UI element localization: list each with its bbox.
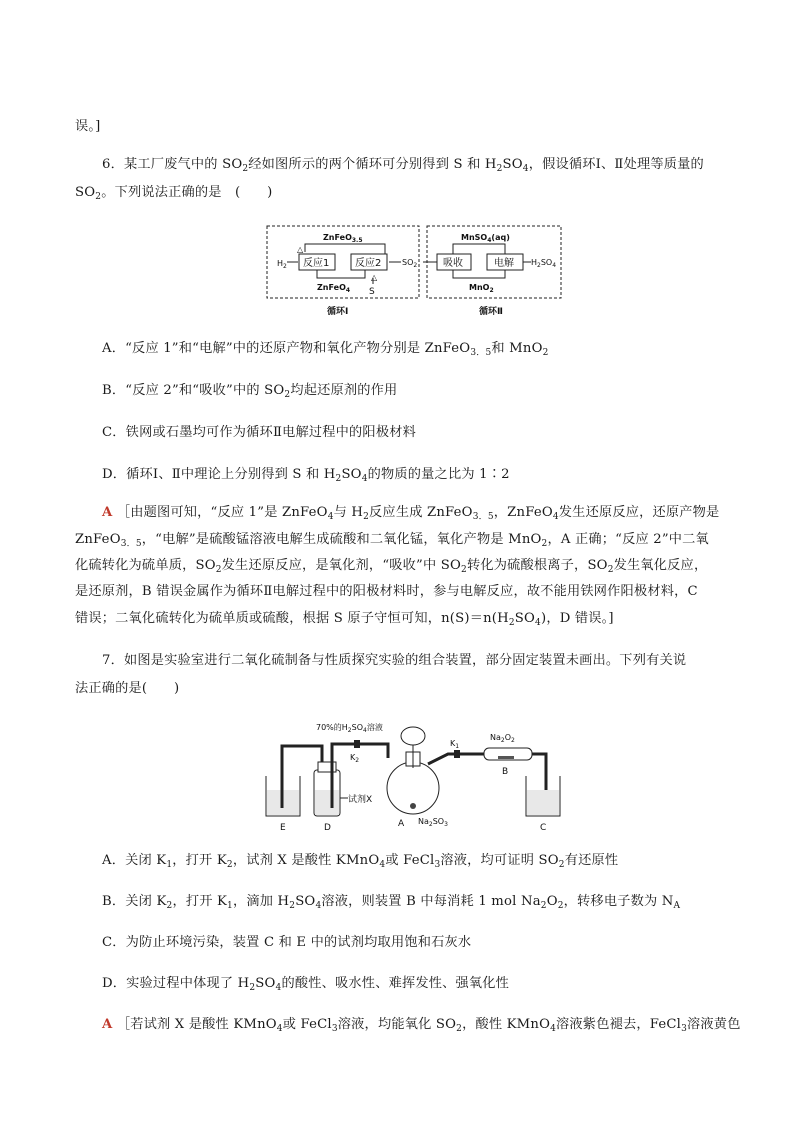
q6-option-d xyxy=(102,466,510,484)
text: ，打开 K xyxy=(172,894,228,909)
top-arrow-2 xyxy=(453,244,505,254)
na2so3-label: $Na_2SO_3$ xyxy=(418,817,448,828)
sub: 2 xyxy=(557,901,564,911)
q6-answer-line1 xyxy=(102,504,719,522)
text: 和 MnO xyxy=(491,341,543,356)
sub: 4 xyxy=(315,901,322,911)
sub: 4 xyxy=(535,618,541,628)
text: ［若试剂 X 是酸性 KMnO xyxy=(116,1017,277,1032)
sub: 4 xyxy=(379,860,386,870)
text: SO xyxy=(514,611,536,626)
text: 发生还原反应，是氧化剂，“吸收”中 SO xyxy=(221,558,462,573)
sub: 2 xyxy=(289,901,296,911)
q7-option-c xyxy=(102,934,471,952)
text: 的酸性、吸水性、难挥发性、强氧化性 xyxy=(281,976,510,991)
sub: 2 xyxy=(461,565,467,575)
text: A．关闭 K xyxy=(102,853,167,868)
sub: 1 xyxy=(227,901,233,911)
q6-answer-line4 xyxy=(75,583,698,601)
reagent-x-label: 试剂X xyxy=(348,795,373,805)
answer-letter: A xyxy=(102,1017,113,1032)
k1-label: $K_1$ xyxy=(450,739,460,750)
h2-label: $H_2$ xyxy=(277,259,287,270)
label-e: E xyxy=(280,823,286,833)
reaction1-label: 反应1 xyxy=(303,258,330,269)
sub: 2 xyxy=(496,164,503,174)
text: ，A 正确；“反应 2”中二氧 xyxy=(547,532,709,547)
reaction2-label: 反应2 xyxy=(355,258,382,269)
bottom-arrow-2 xyxy=(453,270,505,278)
label-b: B xyxy=(502,767,509,777)
text: 发生氧化反应， xyxy=(613,558,708,573)
text: 或 FeCl xyxy=(282,1017,332,1032)
q6-answer-line3 xyxy=(75,557,707,575)
text: 错误；二氧化硫转化为硫单质或硫酸，根据 S 原子守恒可知，n(S)＝n(H xyxy=(75,611,509,626)
bottom-arrow xyxy=(317,270,365,278)
h2so4-label: $H_2SO_4$ xyxy=(531,258,557,269)
q7-option-a xyxy=(102,852,618,870)
sub: 4 xyxy=(522,164,529,174)
text: SO xyxy=(75,185,96,200)
sub: 4 xyxy=(275,983,282,993)
absorb-label: 吸收 xyxy=(443,258,463,269)
text: B．关闭 K xyxy=(102,894,167,909)
s-label: S xyxy=(369,287,375,297)
apparatus-diagram xyxy=(258,718,568,834)
h2so4-label: 70%的$H_2SO_4$溶液 xyxy=(316,723,383,734)
text: ，试剂 X 是酸性 KMnO xyxy=(232,853,380,868)
text: D．循环Ⅰ、Ⅱ中理论上分别得到 S 和 H xyxy=(102,467,336,482)
bottle-d-liquid xyxy=(315,790,339,815)
mnso4-label: MnSO$_4$(aq) xyxy=(461,233,510,244)
text: 溶液，均能氧化 SO xyxy=(337,1017,457,1032)
line-end-previous xyxy=(75,118,101,136)
text: 误。] xyxy=(75,119,101,134)
sub: 2 xyxy=(540,901,547,911)
text: 发生还原反应，还原产物是 xyxy=(558,505,720,520)
label-d: D xyxy=(324,823,331,833)
text: ，假设循环Ⅰ、Ⅱ处理等质量的 xyxy=(528,157,704,172)
q7-answer-line1 xyxy=(102,1016,741,1034)
na2o2-label: $Na_2O_2$ xyxy=(490,733,515,744)
answer-letter: A xyxy=(102,505,113,520)
text: SO xyxy=(295,894,316,909)
sub: 2 xyxy=(242,164,249,174)
text: 溶液，均可证明 SO xyxy=(440,853,559,868)
sub: 4 xyxy=(327,512,334,522)
q6-option-b xyxy=(102,382,397,400)
q7-option-d xyxy=(102,975,509,993)
cycle2-caption: 循环Ⅱ xyxy=(479,307,503,317)
valve-k1 xyxy=(454,750,460,758)
text: 溶液紫色褪去，FeCl xyxy=(556,1017,682,1032)
q6-answer-line5 xyxy=(75,610,614,628)
sub: 2 xyxy=(284,390,291,400)
q7-option-b xyxy=(102,893,680,911)
q7-stem-line1 xyxy=(102,652,686,670)
sub: 4 xyxy=(276,1024,283,1034)
q6-option-c xyxy=(102,424,416,442)
text: ［由题图可知，“反应 1”是 ZnFeO xyxy=(116,505,328,520)
text: 转化为硫酸根离子，SO xyxy=(466,558,608,573)
text: 经如图所示的两个循环可分别得到 S 和 H xyxy=(248,157,497,172)
text: 7．如图是实验室进行二氧化硫制备与性质探究实验的组合装置，部分固定装置未画出。下列有关说 xyxy=(102,653,687,668)
text: ，ZnFeO xyxy=(493,505,553,520)
sub: 2 xyxy=(166,901,173,911)
sub: 3．5 xyxy=(120,539,142,549)
valve-k2 xyxy=(354,740,360,748)
sub: 3．5 xyxy=(472,512,494,522)
text: 或 FeCl xyxy=(385,853,435,868)
delta-2: △ xyxy=(371,273,378,282)
text: 与 H xyxy=(333,505,364,520)
sub: 2 xyxy=(335,474,342,484)
text: B．“反应 2”和“吸收”中的 SO xyxy=(102,383,285,398)
text: ，“电解”是硫酸锰溶液电解生成硫酸和二氧化锰，氧化产物是 MnO xyxy=(141,532,542,547)
text: ZnFeO xyxy=(75,532,121,547)
sub: 2 xyxy=(363,512,370,522)
sub: 2 xyxy=(542,348,549,358)
text: A．“反应 1”和“电解”中的还原产物和氧化产物分别是 ZnFeO xyxy=(102,341,471,356)
q6-stem-line2 xyxy=(75,184,273,202)
sub: 2 xyxy=(226,860,233,870)
sub: 3．5 xyxy=(470,348,492,358)
text: ，滴加 H xyxy=(232,894,290,909)
text: )，D 错误。] xyxy=(540,611,614,626)
text: SO xyxy=(341,467,362,482)
sub: 3 xyxy=(331,1024,338,1034)
text: ，酸性 KMnO xyxy=(462,1017,551,1032)
text: 6．某工厂废气中的 SO xyxy=(102,157,243,172)
sub: 4 xyxy=(550,1024,557,1034)
sub: 2 xyxy=(215,565,222,575)
na2o2-solid xyxy=(498,756,514,759)
sub: 2 xyxy=(558,860,565,870)
sub: 2 xyxy=(95,192,102,202)
text: 溶液黄色 xyxy=(687,1017,741,1032)
q6-answer-line2 xyxy=(75,531,709,549)
text: 的物质的量之比为 1∶2 xyxy=(367,467,510,482)
delta-1: △ xyxy=(297,245,304,254)
solid xyxy=(410,803,416,809)
mno2-label: MnO$_2$ xyxy=(469,283,494,294)
text: C．为防止环境污染，装置 C 和 E 中的试剂均取用饱和石灰水 xyxy=(102,935,472,950)
text: 均起还原剂的作用 xyxy=(290,383,398,398)
q6-option-a xyxy=(102,340,549,358)
text: ，转移电子数为 N xyxy=(563,894,674,909)
sub: 2 xyxy=(456,1024,463,1034)
electrolysis-label: 电解 xyxy=(494,258,514,269)
sub: A xyxy=(673,901,681,911)
znfeo35-label: ZnFeO$_{3.5}$ xyxy=(323,233,363,244)
text: ，打开 K xyxy=(172,853,227,868)
so2-label: $SO_2$ xyxy=(402,258,418,269)
sub: 2 xyxy=(607,565,614,575)
znfeo4-label: ZnFeO$_4$ xyxy=(317,283,351,294)
k2-label: $K_2$ xyxy=(350,753,360,764)
sub: 1 xyxy=(166,860,173,870)
q6-stem-line1 xyxy=(102,156,704,174)
sub: 2 xyxy=(541,539,548,549)
label-a: A xyxy=(398,819,405,829)
text: O xyxy=(546,894,558,909)
sub: 4 xyxy=(552,512,559,522)
funnel xyxy=(401,727,425,745)
sub: 2 xyxy=(508,618,515,628)
sub: 2 xyxy=(249,983,256,993)
sub: 4 xyxy=(361,474,368,484)
cycle1-caption: 循环Ⅰ xyxy=(327,307,349,317)
text: 法正确的是( ) xyxy=(75,681,180,696)
text: 溶液，则装置 B 中每消耗 1 mol Na xyxy=(321,894,541,909)
text: D．实验过程中体现了 H xyxy=(102,976,250,991)
label-c: C xyxy=(540,823,547,833)
text: SO xyxy=(502,157,523,172)
beaker-c-liquid xyxy=(527,790,559,815)
sub: 3 xyxy=(681,1024,688,1034)
cycle-diagram xyxy=(265,224,565,320)
text: 有还原性 xyxy=(564,853,619,868)
text: 化硫转化为硫单质，SO xyxy=(75,558,216,573)
sub: 3 xyxy=(434,860,441,870)
text: 。下列说法正确的是 ( ) xyxy=(101,185,273,200)
q7-stem-line2 xyxy=(75,680,179,698)
text: 是还原剂，B 错误金属作为循环Ⅱ电解过程中的阳极材料时，参与电解反应，故不能用铁网作阳极材料，C xyxy=(75,584,698,599)
text: SO xyxy=(255,976,276,991)
text: C．铁网或石墨均可作为循环Ⅱ电解过程中的阳极材料 xyxy=(102,425,416,440)
text: 反应生成 ZnFeO xyxy=(369,505,473,520)
